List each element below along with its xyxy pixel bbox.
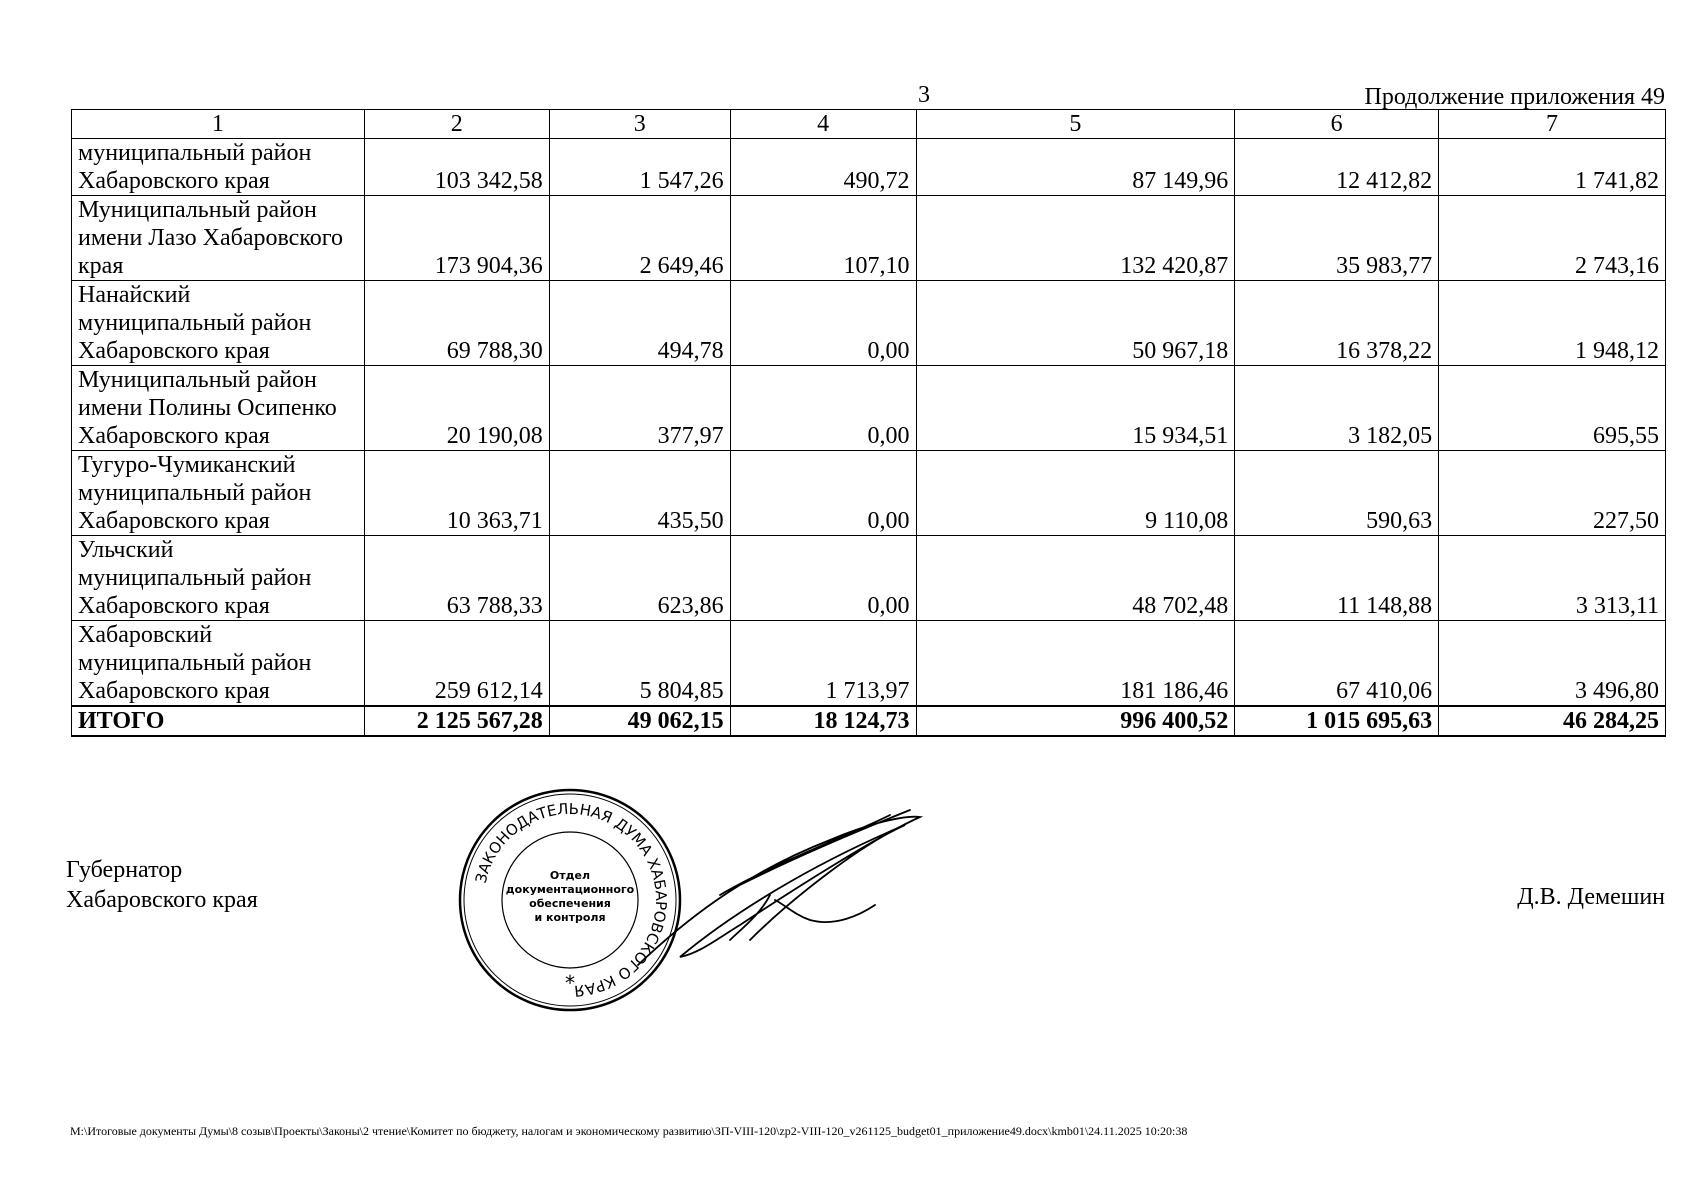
value-cell: 3 313,11 xyxy=(1439,536,1666,621)
value-cell: 50 967,18 xyxy=(916,281,1235,366)
value-cell: 227,50 xyxy=(1439,451,1666,536)
table-row xyxy=(72,139,1666,196)
district-name: Ульчский муниципальный район Хабаровского края xyxy=(72,536,365,621)
column-header: 3 xyxy=(549,110,730,139)
value-cell: 0,00 xyxy=(730,366,916,451)
value-cell: 0,00 xyxy=(730,281,916,366)
value-cell: 259 612,14 xyxy=(364,621,549,707)
column-header: 5 xyxy=(916,110,1235,139)
total-row xyxy=(72,706,1666,736)
value-cell: 16 378,22 xyxy=(1235,281,1439,366)
value-cell: 435,50 xyxy=(549,451,730,536)
total-value: 18 124,73 xyxy=(730,706,916,736)
district-name: Муниципальный район имени Полины Осипенко Хабаровского края xyxy=(72,366,365,451)
value-cell: 695,55 xyxy=(1439,366,1666,451)
budget-table xyxy=(71,109,1666,737)
value-cell: 69 788,30 xyxy=(364,281,549,366)
total-value: 996 400,52 xyxy=(916,706,1235,736)
value-cell: 173 904,36 xyxy=(364,196,549,281)
value-cell: 1 741,82 xyxy=(1439,139,1666,196)
page-number: 3 xyxy=(918,82,930,108)
value-cell: 1 948,12 xyxy=(1439,281,1666,366)
district-name: муниципальный район Хабаровского края xyxy=(72,139,365,196)
table-row xyxy=(72,621,1666,707)
value-cell: 10 363,71 xyxy=(364,451,549,536)
svg-text:ЗАКОНОДАТЕЛЬНАЯ ДУМА ХАБАРОВСК: ЗАКОНОДАТЕЛЬНАЯ ДУМА ХАБАРОВСКОГО КРАЯ xyxy=(471,799,671,1001)
continuation-label: Продолжение приложения 49 xyxy=(1364,84,1665,110)
value-cell: 490,72 xyxy=(730,139,916,196)
value-cell: 590,63 xyxy=(1235,451,1439,536)
value-cell: 12 412,82 xyxy=(1235,139,1439,196)
total-value: 2 125 567,28 xyxy=(364,706,549,736)
table-row xyxy=(72,536,1666,621)
value-cell: 20 190,08 xyxy=(364,366,549,451)
district-name: Хабаровский муниципальный район Хабаровского края xyxy=(72,621,365,707)
value-cell: 1 547,26 xyxy=(549,139,730,196)
svg-text:обеспечения: обеспечения xyxy=(529,897,611,910)
value-cell: 494,78 xyxy=(549,281,730,366)
table-row xyxy=(72,196,1666,281)
total-value: 1 015 695,63 xyxy=(1235,706,1439,736)
value-cell: 2 649,46 xyxy=(549,196,730,281)
value-cell: 132 420,87 xyxy=(916,196,1235,281)
svg-text:и контроля: и контроля xyxy=(534,911,606,924)
value-cell: 107,10 xyxy=(730,196,916,281)
handwritten-signature xyxy=(620,805,980,975)
value-cell: 87 149,96 xyxy=(916,139,1235,196)
file-path-footer: M:\Итоговые документы Думы\8 созыв\Проекты\Законы\2 чтение\Комитет по бюджету, налогам и экономическому развитию\ЗП-VIII-120\zp2-VIII-120_v261125_budget01_приложение49.docx\kmb01\24.11.2025 10:20:38 xyxy=(70,1124,1188,1138)
value-cell: 35 983,77 xyxy=(1235,196,1439,281)
table-header-row xyxy=(72,110,1666,139)
governor-name: Д.В. Демешин xyxy=(1517,884,1665,910)
total-value: 49 062,15 xyxy=(549,706,730,736)
value-cell: 9 110,08 xyxy=(916,451,1235,536)
district-name: Нанайский муниципальный район Хабаровского края xyxy=(72,281,365,366)
value-cell: 2 743,16 xyxy=(1439,196,1666,281)
value-cell: 15 934,51 xyxy=(916,366,1235,451)
district-name: Муниципальный район имени Лазо Хабаровского края xyxy=(72,196,365,281)
value-cell: 3 182,05 xyxy=(1235,366,1439,451)
column-header: 2 xyxy=(364,110,549,139)
value-cell: 181 186,46 xyxy=(916,621,1235,707)
column-header: 6 xyxy=(1235,110,1439,139)
value-cell: 3 496,80 xyxy=(1439,621,1666,707)
value-cell: 5 804,85 xyxy=(549,621,730,707)
value-cell: 377,97 xyxy=(549,366,730,451)
value-cell: 0,00 xyxy=(730,451,916,536)
value-cell: 11 148,88 xyxy=(1235,536,1439,621)
svg-text:*: * xyxy=(565,971,575,995)
total-label: ИТОГО xyxy=(72,706,365,736)
value-cell: 623,86 xyxy=(549,536,730,621)
svg-text:документационного: документационного xyxy=(505,883,635,896)
district-name: Тугуро-Чумиканский муниципальный район Хабаровского края xyxy=(72,451,365,536)
value-cell: 103 342,58 xyxy=(364,139,549,196)
column-header: 7 xyxy=(1439,110,1666,139)
table-row xyxy=(72,281,1666,366)
column-header: 1 xyxy=(72,110,365,139)
table-row xyxy=(72,451,1666,536)
table-row xyxy=(72,366,1666,451)
value-cell: 63 788,33 xyxy=(364,536,549,621)
value-cell: 67 410,06 xyxy=(1235,621,1439,707)
value-cell: 1 713,97 xyxy=(730,621,916,707)
governor-title: Губернатор Хабаровского края xyxy=(66,857,258,913)
value-cell: 0,00 xyxy=(730,536,916,621)
column-header: 4 xyxy=(730,110,916,139)
svg-text:Отдел: Отдел xyxy=(549,869,591,882)
value-cell: 48 702,48 xyxy=(916,536,1235,621)
total-value: 46 284,25 xyxy=(1439,706,1666,736)
